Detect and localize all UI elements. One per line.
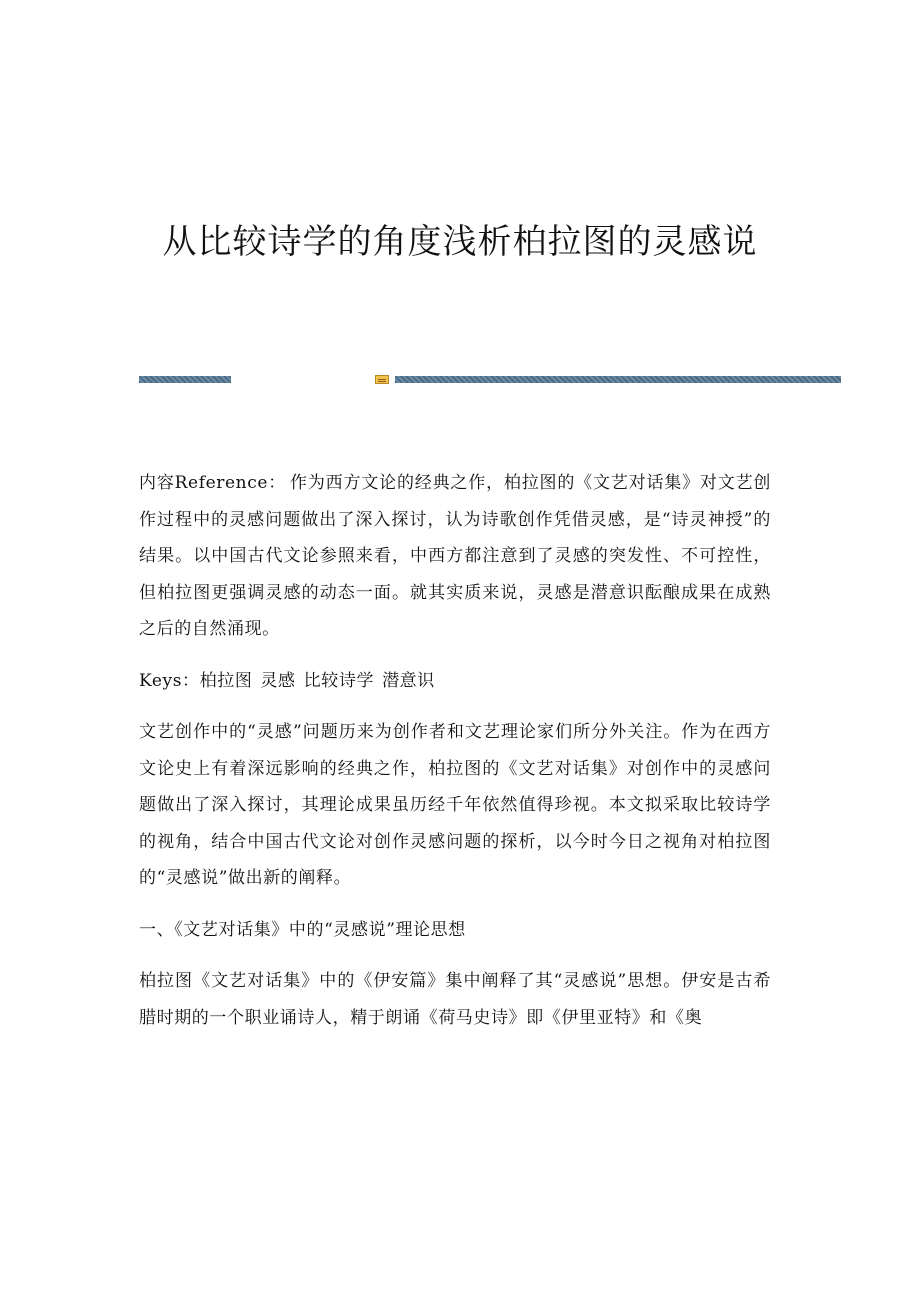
abstract-label: 内容Reference：: [139, 473, 287, 493]
title-divider: [139, 375, 841, 384]
section-paragraph: 柏拉图《文艺对话集》中的《伊安篇》集中阐释了其“灵感说”思想。伊安是古希腊时期的一个职业诵诗人，精于朗诵《荷马史诗》即《伊里亚特》和《奥: [139, 971, 771, 1028]
document-title: 从比较诗学的角度浅析柏拉图的灵感说: [162, 222, 758, 262]
document-body: [139, 465, 771, 1051]
divider-bar-left: [139, 376, 231, 383]
abstract-text: 作为西方文论的经典之作，柏拉图的《文艺对话集》对文艺创作过程中的灵感问题做出了深入探讨，认为诗歌创作凭借灵感，是“诗灵神授”的结果。以中国古代文论参照来看，中西方都注意到了灵感的突发性、不可控性，但柏拉图更强调灵感的动态一面。就其实质来说，灵感是潜意识酝酿成果在成熟之后的自然涌现。: [139, 473, 771, 639]
keywords-label: Keys：: [139, 670, 200, 691]
keyword-item: 潜意识: [382, 670, 435, 691]
abstract-paragraph: [139, 465, 771, 648]
keywords-line: [139, 663, 771, 700]
keyword-item: 柏拉图: [199, 670, 253, 691]
section-heading: 一、《文艺对话集》中的“灵感说”理论思想: [139, 919, 466, 940]
divider-bar-right: [395, 376, 841, 383]
envelope-ornament-icon: [375, 375, 389, 384]
keyword-item: 灵感: [260, 670, 296, 691]
keyword-item: 比较诗学: [303, 670, 375, 691]
body-paragraph: 文艺创作中的“灵感”问题历来为创作者和文艺理论家们所分外关注。作为在西方文论史上有着深远影响的经典之作，柏拉图的《文艺对话集》对创作中的灵感问题做出了深入探讨，其理论成果虽历经千年依然值得珍视。本文拟采取比较诗学的视角，结合中国古代文论对创作灵感问题的探析，以今时今日之视角对柏拉图的“灵感说”做出新的阐释。: [139, 722, 771, 888]
